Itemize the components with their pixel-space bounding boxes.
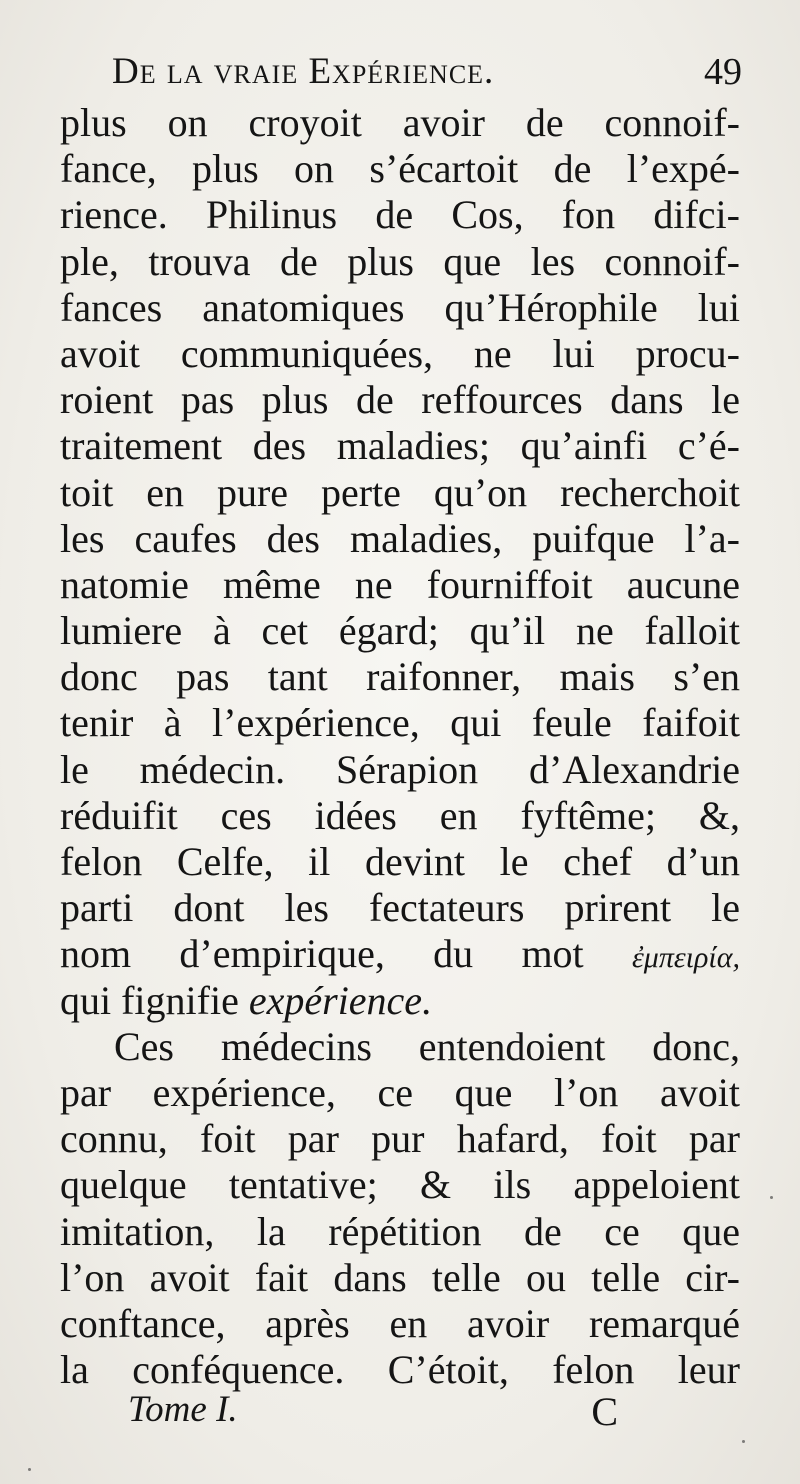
print-speck bbox=[770, 1196, 773, 1199]
text-line-prefix: nom d’empirique, du mot bbox=[60, 931, 584, 977]
text-line: roient pas plus de reffources dans le bbox=[60, 377, 740, 423]
page-footer bbox=[128, 1388, 618, 1440]
body-text bbox=[60, 100, 740, 1393]
text-line: lumiere à cet égard; qu’il ne falloit bbox=[60, 608, 740, 654]
text-line: fance, plus on s’écartoit de l’expé- bbox=[60, 146, 740, 192]
text-line-with-italic bbox=[60, 978, 740, 1024]
text-line: quelque tentative; & ils appeloient bbox=[60, 1162, 740, 1208]
text-line: ple, trouva de plus que les connoif- bbox=[60, 238, 740, 284]
text-line: réduifit ces idées en fyftême; &, bbox=[60, 792, 740, 838]
print-speck bbox=[28, 1468, 31, 1471]
page-number: 49 bbox=[704, 51, 742, 93]
paragraph-start-line: Ces médecins entendoient donc, bbox=[114, 1023, 740, 1069]
text-line: les caufes des maladies, puifque l’a- bbox=[60, 515, 740, 561]
signature-mark-letter: C bbox=[591, 1389, 618, 1434]
text-line: connu, foit par pur hafard, foit par bbox=[60, 1116, 740, 1162]
text-line: rience. Philinus de Cos, fon difci- bbox=[60, 192, 740, 238]
text-line: donc pas tant raifonner, mais s’en bbox=[60, 654, 740, 700]
running-title: De la vraie Expérience. bbox=[112, 51, 495, 92]
text-line: le médecin. Sérapion d’Alexandrie bbox=[60, 746, 740, 792]
text-line: tenir à l’expérience, qui feule faifoit bbox=[60, 700, 740, 746]
italic-word: expérience. bbox=[248, 977, 433, 1023]
text-line: avoit communiquées, ne lui procu- bbox=[60, 330, 740, 376]
print-speck bbox=[742, 1440, 745, 1443]
text-line: plus on croyoit avoir de connoif- bbox=[60, 100, 740, 145]
text-line: traitement des maladies; qu’ainfi c’é- bbox=[60, 423, 740, 469]
text-line: toit en pure perte qu’on recherchoit bbox=[60, 469, 740, 515]
greek-word: ἐμπειρία, bbox=[631, 941, 740, 975]
text-line: conftance, après en avoir remarqué bbox=[60, 1300, 740, 1346]
text-line: l’on avoit fait dans telle ou telle cir- bbox=[60, 1254, 740, 1300]
text-line: parti dont les fectateurs prirent le bbox=[60, 885, 740, 931]
signature-mark-volume: Tome I. bbox=[128, 1389, 238, 1430]
text-line-with-greek bbox=[60, 931, 740, 977]
text-line-prefix: qui fignifie bbox=[60, 977, 239, 1023]
page-header bbox=[112, 50, 742, 98]
text-line: felon Celfe, il devint le chef d’un bbox=[60, 839, 740, 884]
text-line: par expérience, ce que l’on avoit bbox=[60, 1069, 740, 1115]
text-line: natomie même ne fourniffoit aucune bbox=[60, 561, 740, 607]
text-line: la conféquence. C’étoit, felon leur bbox=[60, 1347, 740, 1393]
text-line: fances anatomiques qu’Hérophile lui bbox=[60, 284, 740, 330]
text-line: imitation, la répétition de ce que bbox=[60, 1208, 740, 1254]
